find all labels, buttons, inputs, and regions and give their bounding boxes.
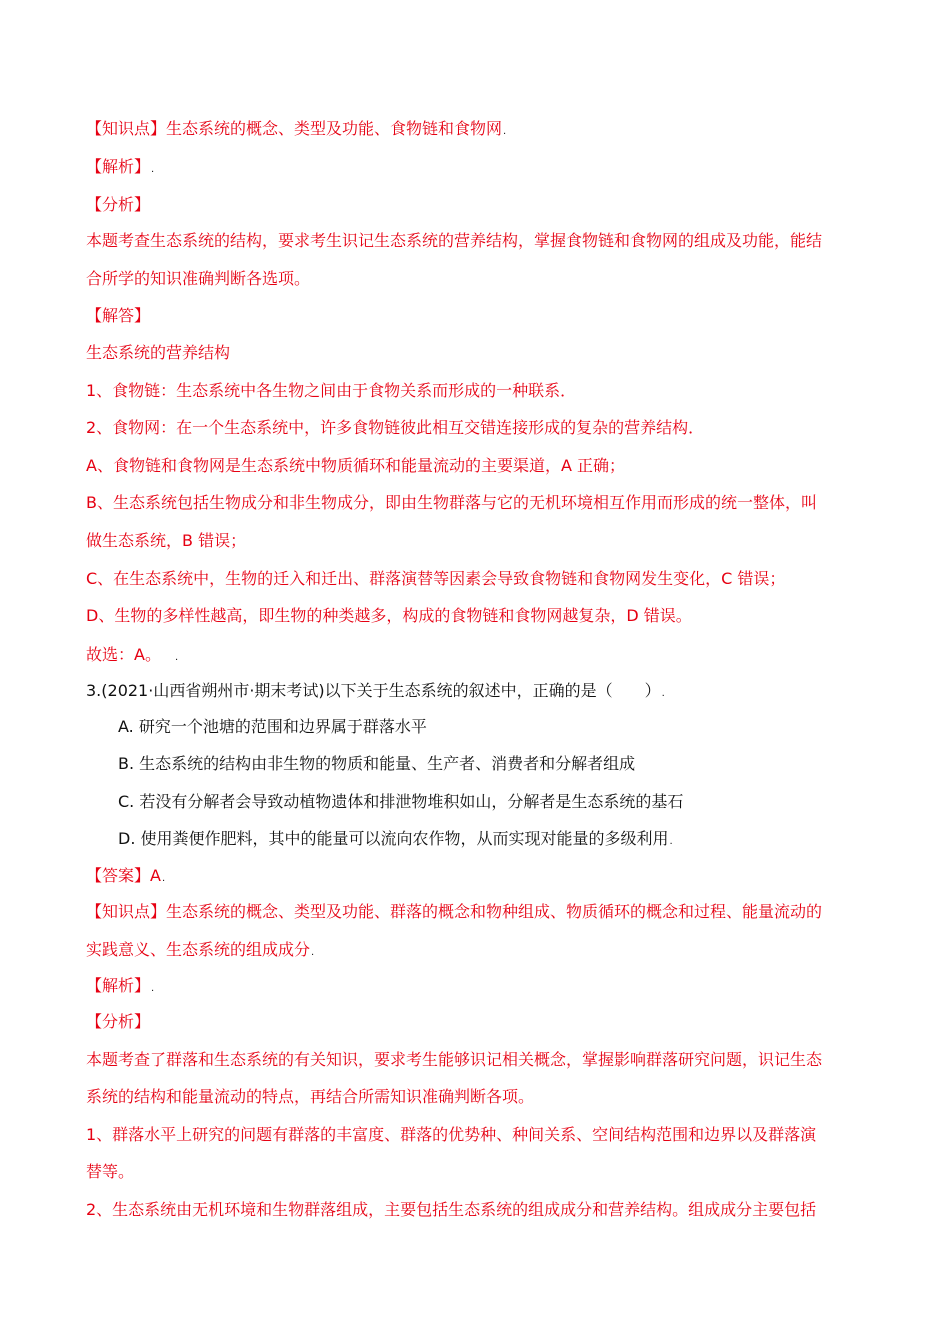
- solution-p2: 1、食物链：生态系统中各生物之间由于食物关系而形成的一种联系．: [86, 381, 577, 400]
- jieda-heading: 【解答】: [86, 306, 151, 325]
- knowledge-point: 【知识点】生态系统的概念、类型及功能、食物链和食物网.: [86, 119, 507, 138]
- question-3-option-d: D. 使用粪便作肥料，其中的能量可以流向农作物，从而实现对能量的多级利用.: [118, 829, 673, 848]
- solution-p1: 生态系统的营养结构: [86, 343, 231, 362]
- solution-p7: D、生物的多样性越高，即生物的种类越多，构成的食物链和食物网越复杂，D 错误。: [86, 606, 692, 625]
- analysis-2-line1: 本题考查了群落和生态系统的有关知识，要求考生能够识记相关概念，掌握影响群落研究问题，识记生态: [86, 1050, 823, 1069]
- solution-p6: C、在生态系统中，生物的迁入和迁出、群落演替等因素会导致食物链和食物网发生变化，C 错误；: [86, 569, 786, 588]
- point-2-line1: 2、生态系统由无机环境和生物群落组成，主要包括生态系统的组成成分和营养结构。组成成分主要包括: [86, 1200, 817, 1219]
- fenxi-heading: 【分析】: [86, 195, 151, 214]
- knowledge-point-2-line1: 【知识点】生态系统的概念、类型及功能、群落的概念和物种组成、物质循环的概念和过程、能量流动的: [86, 902, 823, 921]
- answer-heading: 【答案】A.: [86, 866, 166, 885]
- analysis-text-line1: 本题考查生态系统的结构，要求考生识记生态系统的营养结构，掌握食物链和食物网的组成及功能，能结: [86, 231, 823, 250]
- solution-p4: A、食物链和食物网是生态系统中物质循环和能量流动的主要渠道，A 正确；: [86, 456, 625, 475]
- fenxi-heading-2: 【分析】: [86, 1012, 151, 1031]
- point-1-line1: 1、群落水平上研究的问题有群落的丰富度、群落的优势种、种间关系、空间结构范围和边界以及群落演: [86, 1125, 817, 1144]
- jiexi-heading-2: 【解析】.: [86, 976, 155, 995]
- question-3-option-b: B. 生态系统的结构由非生物的物质和能量、生产者、消费者和分解者组成: [118, 754, 636, 773]
- jiexi-heading: 【解析】.: [86, 157, 155, 176]
- solution-p5-line2: 做生态系统，B 错误；: [86, 531, 247, 550]
- answer-line: 故选：A。 .: [86, 645, 179, 664]
- question-3-option-a: A. 研究一个池塘的范围和边界属于群落水平: [118, 717, 427, 736]
- analysis-2-line2: 系统的结构和能量流动的特点，再结合所需知识准确判断各项。: [86, 1087, 535, 1106]
- point-1-line2: 替等。: [86, 1162, 135, 1181]
- question-3-option-c: C. 若没有分解者会导致动植物遗体和排泄物堆积如山，分解者是生态系统的基石: [118, 792, 684, 811]
- solution-p5-line1: B、生态系统包括生物成分和非生物成分，即由生物群落与它的无机环境相互作用而形成的统一整体，叫: [86, 493, 817, 512]
- question-3-stem: 3.(2021·山西省朔州市·期末考试)以下关于生态系统的叙述中，正确的是（ ）.: [86, 681, 665, 700]
- analysis-text-line2: 合所学的知识准确判断各选项。: [86, 269, 311, 288]
- knowledge-point-2-line2: 实践意义、生态系统的组成成分.: [86, 940, 315, 959]
- solution-p3: 2、食物网：在一个生态系统中，许多食物链彼此相互交错连接形成的复杂的营养结构．: [86, 418, 705, 437]
